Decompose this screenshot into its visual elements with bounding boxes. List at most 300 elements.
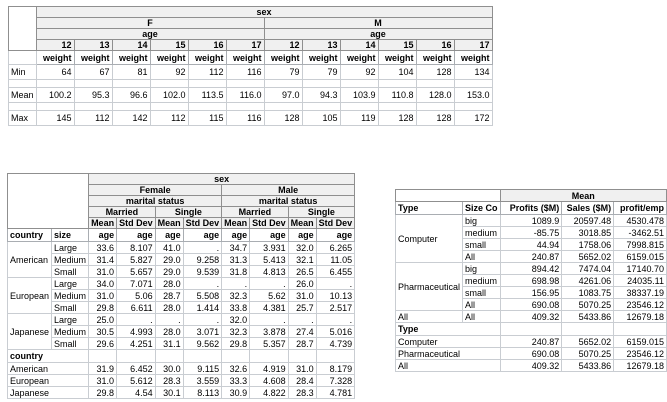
group-header-cell: marital status [222,196,355,207]
data-cell: 128 [378,111,416,126]
row-label-cell: European [8,375,89,387]
data-cell: 64 [36,65,74,80]
data-cell: 103.9 [340,88,378,103]
data-cell: . [183,242,222,254]
group-header-cell: age [264,29,492,40]
data-cell: 690.08 [500,299,562,311]
data-cell: 116.0 [226,88,264,103]
data-cell [188,80,226,88]
data-cell [340,103,378,111]
data-cell: 128 [416,111,454,126]
data-cell: 116 [226,65,264,80]
data-cell: 8.179 [316,363,355,375]
data-cell: 12679.18 [614,311,667,323]
data-cell: 240.87 [500,336,562,348]
data-cell: . [316,314,355,326]
data-cell: 28.0 [155,302,183,314]
data-cell [89,350,117,363]
row-label-cell: Large [52,278,89,290]
data-cell: . [250,278,289,290]
row-label-cell: Medium [52,254,89,266]
data-cell [562,323,614,336]
data-cell [112,103,150,111]
row-label-cell: Computer [396,215,463,263]
data-cell: 32.1 [288,254,316,266]
row-label-cell: Mean [9,88,37,103]
data-cell: . [117,314,156,326]
group-header-cell: marital status [89,196,222,207]
data-cell: 28.7 [155,290,183,302]
data-cell: 95.3 [74,88,112,103]
column-header-cell: size [52,229,89,242]
data-cell: 31.0 [89,290,117,302]
data-cell: 34.7 [222,242,250,254]
column-header-cell: weight [226,51,264,65]
data-cell: 128.0 [416,88,454,103]
data-cell: 2.517 [316,302,355,314]
data-cell: 4261.06 [562,275,614,287]
data-cell [614,323,667,336]
group-header-cell: Std Dev [250,218,289,229]
data-cell [340,80,378,88]
column-header-cell: Sales ($M) [562,202,614,215]
corner-cell [396,190,501,202]
data-cell: 23546.12 [614,299,667,311]
data-cell: 79 [264,65,302,80]
data-cell: . [155,314,183,326]
group-header-cell: M [264,18,492,29]
company-means-table [395,189,667,372]
data-cell: . [250,314,289,326]
row-label-cell: Min [9,65,37,80]
data-cell: 240.87 [500,251,562,263]
row-label-cell: Medium [52,290,89,302]
data-cell [416,80,454,88]
data-cell: 112 [150,111,188,126]
data-cell: 12679.18 [614,360,667,372]
data-cell [378,103,416,111]
data-cell [264,80,302,88]
row-label-cell: American [8,242,52,278]
row-label-cell: Medium [52,326,89,338]
data-cell [316,350,355,363]
data-cell: 4530.478 [614,215,667,227]
group-header-cell: 13 [302,40,340,51]
data-cell [302,80,340,88]
data-cell [74,103,112,111]
data-cell: 9.539 [183,266,222,278]
data-cell [155,350,183,363]
column-header-cell: weight [188,51,226,65]
column-header-cell: age [316,229,355,242]
data-cell [36,80,74,88]
row-label-cell [9,103,37,111]
row-label-cell: All [396,311,463,323]
column-header-cell: weight [150,51,188,65]
data-cell: 4.822 [250,387,289,399]
data-cell: 97.0 [264,88,302,103]
data-cell: 1089.9 [500,215,562,227]
group-header-cell: 16 [188,40,226,51]
data-cell: 4.381 [250,302,289,314]
data-cell: 32.6 [222,363,250,375]
data-cell: . [222,278,250,290]
data-cell: 30.5 [89,326,117,338]
data-cell: 32.3 [222,326,250,338]
data-cell: 5433.86 [562,311,614,323]
data-cell: . [183,278,222,290]
data-cell: 31.0 [89,375,117,387]
data-cell: 7.328 [316,375,355,387]
column-header-cell: age [89,229,117,242]
group-header-cell: 12 [264,40,302,51]
data-cell: 110.8 [378,88,416,103]
row-label-cell: Japanese [8,314,52,350]
data-cell: 100.2 [36,88,74,103]
data-cell: 4.919 [250,363,289,375]
row-label-cell: Large [52,314,89,326]
column-header-cell: weight [264,51,302,65]
column-header-cell: age [183,229,222,242]
row-label-cell: All [463,299,501,311]
data-cell: 33.8 [222,302,250,314]
data-cell: 7998.815 [614,239,667,251]
data-cell: 5.06 [117,290,156,302]
data-cell: 4.739 [316,338,355,350]
data-cell: -3462.51 [614,227,667,239]
data-cell [302,103,340,111]
data-cell: 32.0 [288,242,316,254]
data-cell: 142 [112,111,150,126]
data-cell: 17140.70 [614,263,667,275]
section-header-cell: country [8,350,89,363]
data-cell: 26.0 [288,278,316,290]
group-header-cell: 17 [454,40,492,51]
row-label-cell: Computer [396,336,501,348]
data-cell: 96.6 [112,88,150,103]
group-header-cell: 16 [416,40,454,51]
row-label-cell: Max [9,111,37,126]
data-cell: 105 [302,111,340,126]
group-header-cell: Male [222,185,355,196]
row-label-cell: Small [52,302,89,314]
data-cell: 6.455 [316,266,355,278]
group-header-cell: Female [89,185,222,196]
group-header-cell: Married [89,207,156,218]
data-cell: 28.7 [288,338,316,350]
data-cell: 156.95 [500,287,562,299]
data-cell: 7.071 [117,278,156,290]
data-cell: 9.562 [183,338,222,350]
data-cell: 409.32 [500,360,562,372]
column-header-cell: Profits ($M) [500,202,562,215]
data-cell: 32.3 [222,290,250,302]
data-cell: 8.113 [183,387,222,399]
corner-cell [8,174,89,229]
data-cell: 5.508 [183,290,222,302]
data-cell: 31.0 [288,363,316,375]
data-cell [226,103,264,111]
age-by-sex-marital-table [7,173,355,399]
data-cell [74,80,112,88]
data-cell: 6159.015 [614,251,667,263]
data-cell: 33.3 [222,375,250,387]
data-cell: 4.993 [117,326,156,338]
data-cell: 116 [226,111,264,126]
row-label-cell: All [463,251,501,263]
data-cell: 134 [454,65,492,80]
data-cell: . [316,278,355,290]
row-label-cell: Pharmaceutical [396,348,501,360]
group-header-cell: 13 [74,40,112,51]
group-header-cell: 12 [36,40,74,51]
group-header-cell: Std Dev [316,218,355,229]
data-cell: 5.612 [117,375,156,387]
data-cell: 31.3 [222,254,250,266]
data-cell: 3.931 [250,242,289,254]
data-cell: 1758.06 [562,239,614,251]
column-header-cell: age [222,229,250,242]
weight-by-sex-age-grid [8,6,493,126]
data-cell: 29.0 [155,254,183,266]
group-header-cell: age [36,29,264,40]
group-header-cell: sex [89,174,355,185]
data-cell: 31.9 [89,363,117,375]
data-cell: 25.0 [89,314,117,326]
data-cell: 894.42 [500,263,562,275]
data-cell: 28.3 [288,387,316,399]
data-cell [117,350,156,363]
data-cell: 4.813 [250,266,289,278]
data-cell [36,103,74,111]
row-label-cell: Small [52,338,89,350]
age-by-sex-marital-grid [7,173,355,399]
data-cell [150,103,188,111]
row-label-cell: European [8,278,52,314]
column-header-cell: weight [340,51,378,65]
group-header-cell: 14 [112,40,150,51]
row-label-cell: Pharmaceutical [396,263,463,311]
data-cell: 5652.02 [562,251,614,263]
data-cell: 128 [416,65,454,80]
data-cell: 5070.25 [562,348,614,360]
data-cell: 690.08 [500,348,562,360]
group-header-cell: F [36,18,264,29]
group-header-cell: Married [222,207,289,218]
group-header-cell: 15 [378,40,416,51]
row-label-cell: big [463,215,501,227]
row-label-cell: medium [463,275,501,287]
data-cell: 8.107 [117,242,156,254]
group-header-cell: sex [36,7,492,18]
data-cell: 5.62 [250,290,289,302]
data-cell: 27.4 [288,326,316,338]
column-header-cell: weight [416,51,454,65]
data-cell: 153.0 [454,88,492,103]
data-cell: 28.3 [155,375,183,387]
column-header-cell: profit/emp [614,202,667,215]
group-header-cell: Mean [222,218,250,229]
data-cell: 4.781 [316,387,355,399]
data-cell [288,350,316,363]
data-cell: 112 [188,65,226,80]
group-header-cell: Std Dev [183,218,222,229]
data-cell: 29.8 [89,387,117,399]
data-cell: . [288,314,316,326]
data-cell: 7474.04 [562,263,614,275]
company-means-grid [395,189,667,372]
data-cell: 1.414 [183,302,222,314]
group-header-cell: 17 [226,40,264,51]
row-label-cell: All [463,311,501,323]
data-cell: 409.32 [500,311,562,323]
column-header-cell: weight [302,51,340,65]
data-cell: 4.608 [250,375,289,387]
row-label-cell: small [463,287,501,299]
data-cell: 29.6 [89,338,117,350]
column-header-cell: age [288,229,316,242]
data-cell [264,103,302,111]
data-cell [226,80,264,88]
data-cell: 3018.85 [562,227,614,239]
data-cell: 5652.02 [562,336,614,348]
data-cell: 79 [302,65,340,80]
column-header-cell: weight [112,51,150,65]
data-cell: 26.5 [288,266,316,278]
data-cell: 9.115 [183,363,222,375]
group-header-cell: Single [155,207,222,218]
data-cell: 145 [36,111,74,126]
data-cell [416,103,454,111]
data-cell: 3.878 [250,326,289,338]
corner-cell [9,7,37,51]
group-header-cell: Std Dev [117,218,156,229]
data-cell: 92 [150,65,188,80]
group-header-cell: Mean [288,218,316,229]
row-label-cell [9,51,37,65]
data-cell: 115 [188,111,226,126]
data-cell: 29.0 [155,266,183,278]
data-cell: 1083.75 [562,287,614,299]
data-cell: 30.0 [155,363,183,375]
row-label-cell: Japanese [8,387,89,399]
column-header-cell: age [155,229,183,242]
data-cell: 30.9 [222,387,250,399]
data-cell [183,350,222,363]
data-cell: 31.0 [288,290,316,302]
data-cell: 28.0 [155,326,183,338]
group-header-cell: Mean [500,190,666,202]
data-cell: 6.265 [316,242,355,254]
data-cell [378,80,416,88]
data-cell: 28.4 [288,375,316,387]
data-cell: 128 [264,111,302,126]
data-cell: 32.0 [222,314,250,326]
data-cell: 104 [378,65,416,80]
data-cell: 5070.25 [562,299,614,311]
column-header-cell: Type [396,202,463,215]
data-cell: 6.452 [117,363,156,375]
data-cell: 31.1 [155,338,183,350]
group-header-cell: Single [288,207,355,218]
data-cell: 3.071 [183,326,222,338]
column-header-cell: weight [74,51,112,65]
data-cell: 41.0 [155,242,183,254]
data-cell: 67 [74,65,112,80]
data-cell [454,80,492,88]
row-label-cell: All [396,360,501,372]
data-cell: 33.6 [89,242,117,254]
column-header-cell: Size Co [463,202,501,215]
data-cell: 119 [340,111,378,126]
data-cell: 5.827 [117,254,156,266]
data-cell: 3.559 [183,375,222,387]
data-cell: 28.0 [155,278,183,290]
data-cell: 94.3 [302,88,340,103]
data-cell: . [183,314,222,326]
data-cell: 5.016 [316,326,355,338]
data-cell: 4.251 [117,338,156,350]
row-label-cell: American [8,363,89,375]
row-label-cell [9,80,37,88]
data-cell: 113.5 [188,88,226,103]
data-cell: 29.8 [89,302,117,314]
data-cell: 5.357 [250,338,289,350]
column-header-cell: weight [454,51,492,65]
data-cell: 10.13 [316,290,355,302]
column-header-cell: age [250,229,289,242]
data-cell: 5.657 [117,266,156,278]
data-cell: 11.05 [316,254,355,266]
group-header-cell: 14 [340,40,378,51]
data-cell: 5.413 [250,254,289,266]
group-header-cell: 15 [150,40,188,51]
data-cell: 102.0 [150,88,188,103]
column-header-cell: country [8,229,52,242]
data-cell: 31.0 [89,266,117,278]
data-cell: 25.7 [288,302,316,314]
data-cell [500,323,562,336]
data-cell: 29.8 [222,338,250,350]
data-cell: -85.75 [500,227,562,239]
data-cell: 31.4 [89,254,117,266]
row-label-cell: Large [52,242,89,254]
data-cell: 34.0 [89,278,117,290]
data-cell: 6.611 [117,302,156,314]
data-cell [250,350,289,363]
data-cell [454,103,492,111]
data-cell [222,350,250,363]
data-cell: 9.258 [183,254,222,266]
row-label-cell: medium [463,227,501,239]
data-cell [188,103,226,111]
data-cell [112,80,150,88]
section-header-cell: Type [396,323,501,336]
data-cell: 31.8 [222,266,250,278]
data-cell: 112 [74,111,112,126]
column-header-cell: weight [378,51,416,65]
data-cell: 23546.12 [614,348,667,360]
data-cell: 44.94 [500,239,562,251]
data-cell: 4.54 [117,387,156,399]
data-cell: 81 [112,65,150,80]
data-cell: 6159.015 [614,336,667,348]
data-cell: 38337.19 [614,287,667,299]
row-label-cell: small [463,239,501,251]
data-cell: 24035.11 [614,275,667,287]
group-header-cell: Mean [155,218,183,229]
row-label-cell: big [463,263,501,275]
